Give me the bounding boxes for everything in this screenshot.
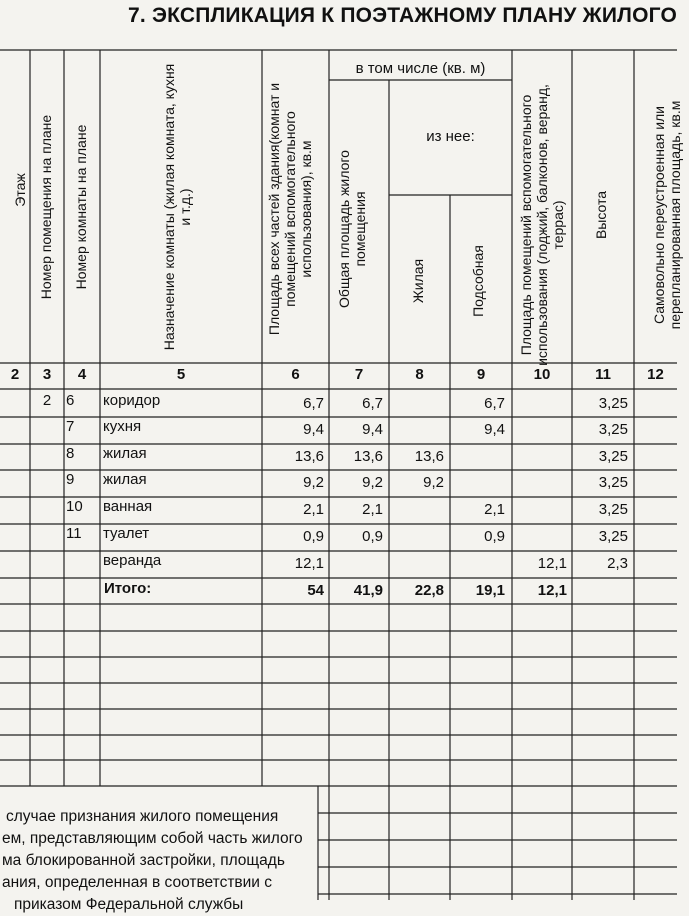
cell-room-purpose: жилая [103, 445, 147, 462]
cell-room-number: 7 [66, 418, 75, 435]
cell-auxiliary-area: 9,4 [484, 421, 505, 438]
cell-total-area: 9,4 [303, 421, 324, 438]
cell-room-purpose: ванная [103, 498, 153, 515]
cell-room-number: 6 [66, 392, 75, 409]
total-loggia-area: 12,1 [537, 582, 567, 599]
header-premise-number: Номер помещения на плане [38, 114, 54, 300]
cell-living-area: 9,2 [423, 474, 444, 491]
col-number-8: 8 [415, 366, 424, 383]
header-living-area: Жилая [410, 258, 426, 304]
cell-general-area: 9,4 [362, 421, 383, 438]
cell-height: 3,25 [598, 528, 628, 545]
total-living-area: 22,8 [414, 582, 444, 599]
col-number-12: 12 [647, 366, 664, 383]
footnote-line: ания, определенная в соответствии с [2, 874, 273, 891]
cell-room-number: 8 [66, 445, 75, 462]
cell-auxiliary-area: 2,1 [484, 501, 505, 518]
cell-general-area: 6,7 [362, 395, 383, 412]
cell-auxiliary-area: 6,7 [484, 395, 505, 412]
cell-total-area: 12,1 [294, 555, 324, 572]
cell-auxiliary-area: 0,9 [484, 528, 505, 545]
cell-height: 2,3 [607, 555, 628, 572]
cell-living-area: 13,6 [414, 448, 444, 465]
header-loggia-area: Площадь помещений вспомогательного использования (лоджий, балконов, веранд, террас) [518, 84, 566, 366]
total-label: Итого: [104, 580, 152, 597]
header-total-area: Площадь всех частей здания(комнат и помещений вспомогательного использования), кв.м [266, 82, 314, 336]
cell-total-area: 0,9 [303, 528, 324, 545]
footnote-line: случае признания жилого помещения [6, 808, 279, 825]
col-number-6: 6 [291, 366, 300, 383]
header-including-group: в том числе (кв. м) [355, 60, 486, 77]
cell-height: 3,25 [598, 474, 628, 491]
cell-total-area: 9,2 [303, 474, 324, 491]
cell-loggia-area: 12,1 [537, 555, 567, 572]
cell-room-number: 11 [66, 525, 82, 542]
cell-total-area: 13,6 [294, 448, 324, 465]
footnote-line: приказом Федеральной службы [14, 896, 244, 913]
cell-total-area: 6,7 [303, 395, 324, 412]
page-title: 7. ЭКСПЛИКАЦИЯ К ПОЭТАЖНОМУ ПЛАНУ ЖИЛОГО [128, 4, 677, 27]
header-of-which: из нее: [426, 128, 475, 145]
total-general-area: 41,9 [353, 582, 383, 599]
col-number-11: 11 [595, 366, 611, 383]
cell-room-purpose: веранда [103, 552, 162, 569]
cell-room-purpose: туалет [103, 525, 150, 542]
header-auxiliary-area: Подсобная [470, 245, 486, 317]
total-all-area: 54 [307, 582, 324, 599]
cell-general-area: 2,1 [362, 501, 383, 518]
cell-general-area: 9,2 [362, 474, 383, 491]
col-number-3: 3 [42, 366, 52, 383]
cell-room-purpose: кухня [103, 418, 142, 435]
cell-room-number: 10 [66, 498, 83, 515]
header-room-number: Номер комнаты на плане [73, 124, 89, 290]
total-auxiliary-area: 19,1 [475, 582, 505, 599]
cell-height: 3,25 [598, 395, 628, 412]
cell-general-area: 13,6 [353, 448, 383, 465]
header-floor: Этаж [12, 173, 28, 207]
col-number-7: 7 [354, 366, 364, 383]
col-number-9: 9 [476, 366, 486, 383]
cell-height: 3,25 [598, 501, 628, 518]
cell-height: 3,25 [598, 421, 628, 438]
footnote-line: ем, представляющим собой часть жилого [2, 830, 303, 847]
header-unauthorized-area: Самовольно переустроенная или перепланированная площадь, кв.м [651, 100, 683, 330]
footnote [0, 806, 315, 916]
footnote-line: ма блокированной застройки, площадь [2, 852, 285, 869]
col-number-4: 4 [77, 366, 87, 383]
cell-room-purpose: жилая [103, 471, 147, 488]
cell-room-purpose: коридор [103, 392, 161, 409]
header-height: Высота [593, 190, 609, 240]
col-number-10: 10 [533, 366, 551, 383]
cell-total-area: 2,1 [303, 501, 324, 518]
cell-height: 3,25 [598, 448, 628, 465]
col-number-2: 2 [10, 366, 20, 383]
cell-room-number: 9 [66, 471, 75, 488]
header-general-area: Общая площадь жилого помещения [336, 150, 368, 308]
cell-premise-number: 2 [42, 392, 52, 409]
header-room-purpose: Назначение комнаты (жилая комната, кухня и т.д.) [161, 63, 193, 351]
cell-general-area: 0,9 [362, 528, 383, 545]
col-number-5: 5 [176, 366, 186, 383]
